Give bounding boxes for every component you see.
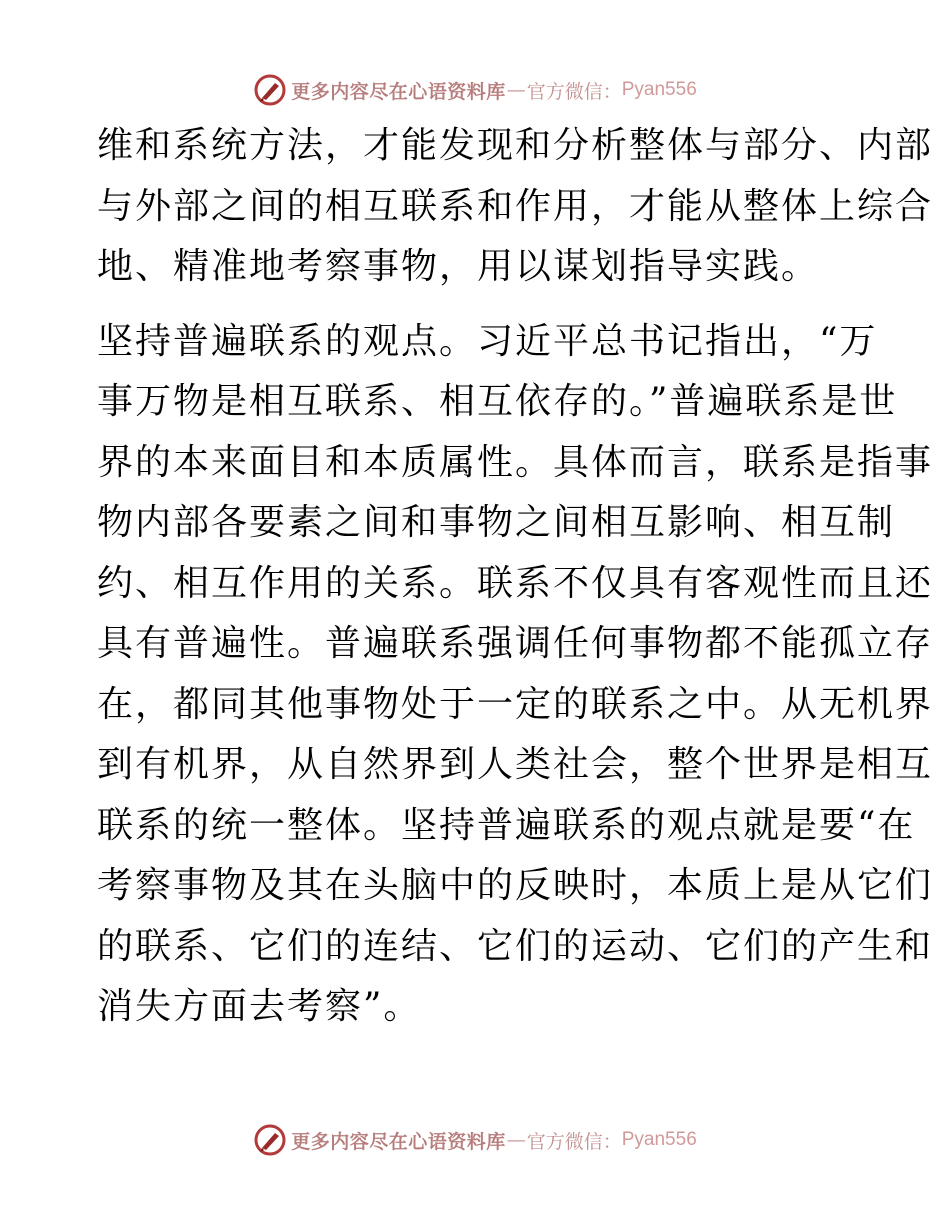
text-line: 联系的统一整体。坚持普遍联系的观点就是要“在	[97, 804, 916, 846]
text-line: 具有普遍性。普遍联系强调任何事物都不能孤立存	[97, 623, 934, 664]
pen-logo-icon	[253, 1123, 287, 1157]
text-line: 维和系统方法，才能发现和分析整体与部分、内部	[97, 125, 934, 166]
header-watermark	[0, 70, 950, 110]
text-line: 到有机界，从自然界到人类社会，整个世界是相互	[97, 744, 934, 785]
text-line: 考察事物及其在头脑中的反映时，本质上是从它们	[97, 865, 934, 906]
text-line: 界的本来面目和本质属性。具体而言，联系是指事	[97, 441, 934, 483]
text-line: 物内部各要素之间和事物之间相互影响、相互制	[97, 502, 896, 543]
text-line: 约、相互作用的关系。联系不仅具有客观性而且还	[97, 562, 934, 604]
header-dash: —	[506, 79, 526, 101]
text-line: 的联系、它们的连结、它们的运动、它们的产生和	[97, 925, 934, 967]
footer-dash: —	[506, 1129, 526, 1151]
text-line: 与外部之间的相互联系和作用，才能从整体上综合	[97, 185, 934, 227]
text-line: 消失方面去考察”。	[97, 986, 422, 1027]
header-wechat-id: Pyan556	[621, 79, 697, 100]
footer-site-name: 更多内容尽在心语资料库	[291, 1130, 506, 1153]
document-body	[97, 116, 934, 1038]
text-line: 地、精准地考察事物，用以谋划指导实践。	[97, 246, 820, 287]
text-line: 在，都同其他事物处于一定的联系之中。从无机界	[97, 683, 934, 725]
pen-logo-icon	[253, 73, 287, 107]
paragraph-1	[97, 116, 934, 298]
header-site-name: 更多内容尽在心语资料库	[291, 80, 506, 103]
header-wechat-label: 官方微信：	[526, 80, 622, 103]
paragraph-2	[97, 312, 934, 1038]
footer-wechat-id: Pyan556	[621, 1129, 697, 1150]
footer-watermark	[0, 1120, 950, 1160]
footer-wechat-label: 官方微信：	[526, 1130, 622, 1153]
text-line: 坚持普遍联系的观点。习近平总书记指出，“万	[97, 320, 878, 362]
text-line: 事万物是相互联系、相互依存的。”普遍联系是世	[97, 381, 898, 422]
